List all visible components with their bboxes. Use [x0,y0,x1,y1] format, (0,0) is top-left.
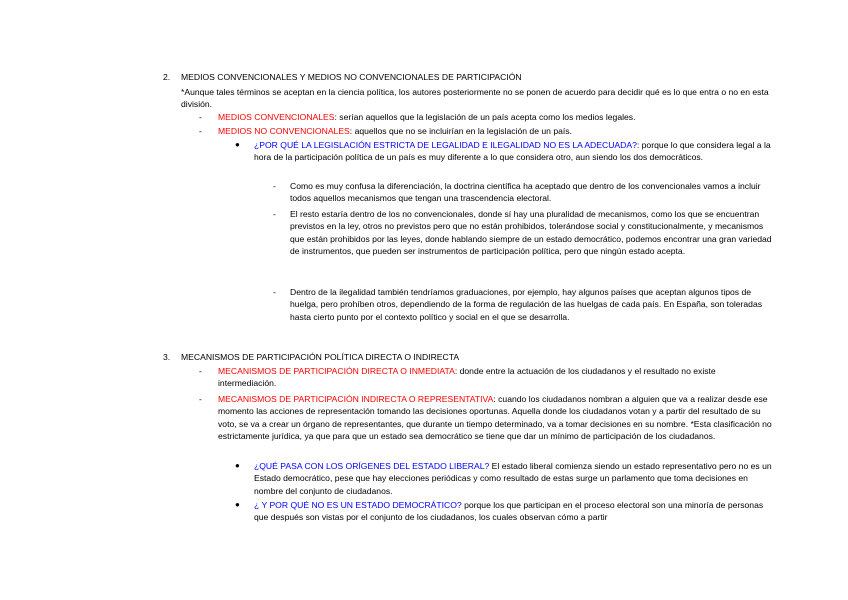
term-text: : serían aquellos que la legislación de un país acepta como los medios legales. [334,112,636,122]
question-legislacion [254,139,773,164]
question-text: porque los que participan en el proceso electoral son una minoría de personas que después son vistas por el conjunto de los ciudadanos, los cuales observan cómo a partir [254,500,764,523]
list-item-medios-no-convencionales [218,125,773,137]
section-3-title: MECANISMOS DE PARTICIPACIÓN POLÍTICA DIRECTA O INDIRECTA [181,352,460,362]
bullet-marker: ● [235,500,240,509]
section-2-note: *Aunque tales términos se aceptan en la ciencia política, los autores posteriormente no se ponen de acuerdo para decidir qué es lo que entra o no en esta división. [181,87,769,110]
list-marker: - [199,394,202,404]
term-label: MEDIOS CONVENCIONALES [218,112,335,122]
list-marker: - [199,126,202,136]
question-label: ¿QUÉ PASA CON LOS ORÍGENES DEL ESTADO LIBERAL? [254,461,490,471]
section-2-number: 2. [163,72,171,82]
term-label: MECANISMOS DE PARTICIPACIÓN INDIRECTA O REPRESENTATIVA [218,394,494,404]
subitem-ilegalidad: Dentro de la ilegalidad también tendríamos graduaciones, por ejemplo, hay algunos países que aceptan algunos tipos de huelga, pero prohíben otros, dependiendo de la forma de regulación de las huelgas de cada país. En España, son toleradas hasta cierto punto por el contexto político y social en el que se desarrolla. [290,287,763,322]
term-label: MEDIOS NO CONVENCIONALES [218,126,350,136]
question-label: ¿ Y POR QUÉ NO ES UN ESTADO DEMOCRÁTICO? [254,500,462,510]
subitem-no-convencionales: El resto estaría dentro de los no convencionales, donde sí hay una pluralidad de mecanismos, como los que se encuentran previstos en la ley, otros no previstos pero que no están prohibidos, tolerándose social y constitucionalmente, y mecanismos que están prohibidos por las leyes, donde hablando siempre de un estado democrático, podemos encontrar una gran variedad de instrumentos, que pueden ser instrumentos de participación política, pero que ningún estado acepta. [290,209,772,257]
list-item-medios-convencionales [218,111,773,123]
question-text: : porque lo que considera legal a la hora de la participación política de un país es muy diferente a lo que considera otro, aun siendo los dos democráticos. [254,140,771,163]
question-text: El estado liberal comienza siendo un estado representativo pero no es un Estado democrático, pese que hay elecciones periódicas y como resultado de estas surge un parlamento que toma decisiones en nombre del conjunto de ciudadanos. [254,461,772,496]
list-marker: - [273,287,276,297]
term-text: : donde entre la actuación de los ciudadanos y el resultado no existe intermediación. [218,366,716,389]
list-marker: - [199,112,202,122]
section-2-title: MEDIOS CONVENCIONALES Y MEDIOS NO CONVENCIONALES DE PARTICIPACIÓN [181,72,522,82]
subitem-confusa: Como es muy confusa la diferenciación, la doctrina científica ha aceptado que dentro de los convencionales vamos a incluir todos aquellos mecanismos que tengan una trascendencia electoral. [290,181,761,204]
question-no-democratico [254,499,773,524]
list-item-indirecta [218,393,773,443]
bullet-marker: ● [235,140,240,149]
term-text: : cuando los ciudadanos nombran a alguien que va a realizar desde ese momento las acciones de representación tomando las decisiones oportunas. Aquella donde los ciudadanos votan y a partir del resultado de su voto, se va a crear un órgano de representantes, que durante un tiempo determinado, va a tomar decisiones en su nombre. *Esta clasificación no estrictamente jurídica, ya que para que un estado sea democrático se tiene que dar un mínimo de participación de los ciudadanos. [218,394,772,442]
list-marker: - [273,181,276,191]
bullet-marker: ● [235,461,240,470]
list-marker: - [273,209,276,219]
question-estado-liberal [254,460,773,497]
question-label: ¿POR QUÉ LA LEGISLACIÓN ESTRICTA DE LEGALIDAD E ILEGALIDAD NO ES LA ADECUADA? [254,140,637,150]
term-text: : aquellos que no se incluirían en la legislación de un país. [349,126,572,136]
section-3-number: 3. [163,352,171,362]
term-label: MECANISMOS DE PARTICIPACIÓN DIRECTA O INMEDIATA [218,366,455,376]
list-marker: - [199,366,202,376]
list-item-directa [218,365,773,390]
